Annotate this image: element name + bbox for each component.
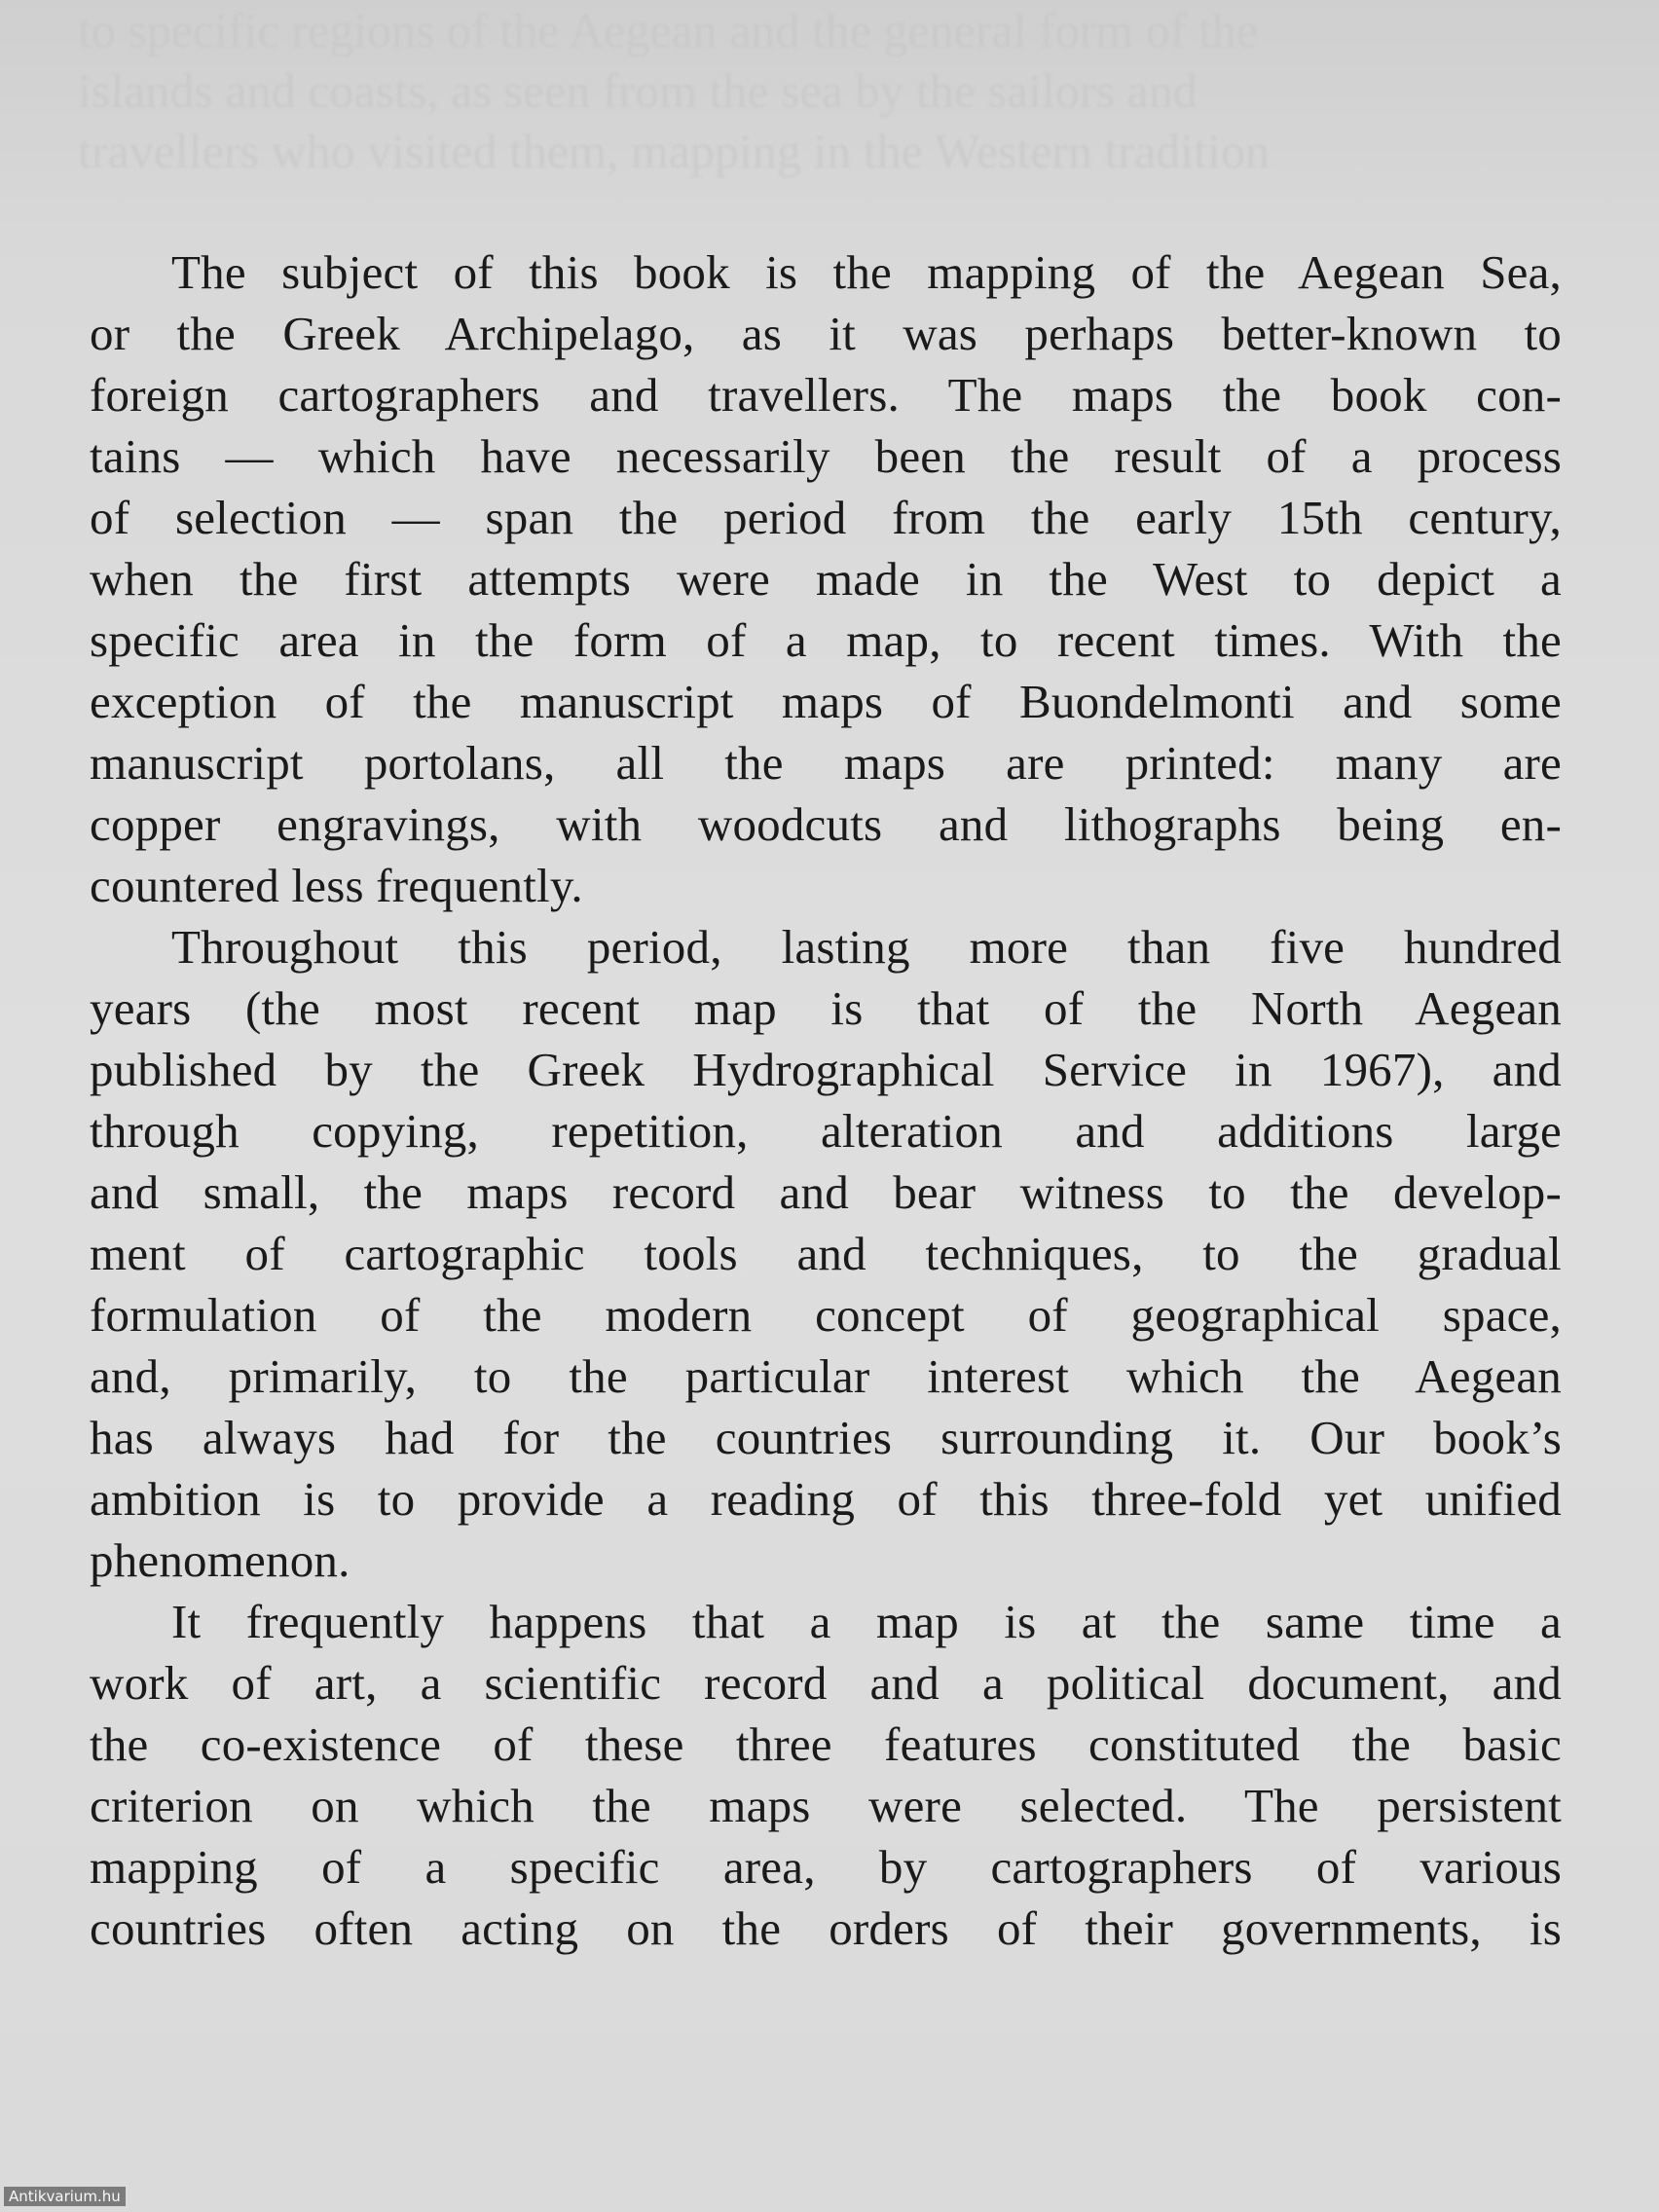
text-line: tains — which have necessarily been the result of a process: [90, 429, 1562, 483]
text-line: It frequently happens that a map is at the same time a: [171, 1595, 1562, 1648]
text-line: criterion on which the maps were selected. The persistent: [90, 1779, 1562, 1832]
text-line: The subject of this book is the mapping of the Aegean Sea,: [171, 245, 1562, 299]
text-line: manuscript portolans, all the maps are printed: many are: [90, 736, 1562, 790]
paragraph-2: [90, 916, 1562, 1591]
text-line: ambition is to provide a reading of this three-fold yet unified: [90, 1472, 1562, 1526]
text-line: ment of cartographic tools and techniques, to the gradual: [90, 1227, 1562, 1280]
bleed-through-text: [78, 0, 1597, 195]
bleed-line: islands and coasts, as seen from the sea by the sailors and: [78, 63, 1198, 118]
text-line: work of art, a scientific record and a political document, and: [90, 1656, 1562, 1710]
text-line: foreign cartographers and travellers. The maps the book con-: [90, 368, 1562, 422]
text-line: through copying, repetition, alteration and additions large: [90, 1104, 1562, 1158]
watermark-label: Antikvarium.hu: [4, 2187, 126, 2206]
bleed-line: to specific regions of the Aegean and the general form of the: [78, 3, 1259, 57]
text-line: when the first attempts were made in the West to depict a: [90, 552, 1562, 606]
bleed-line: travellers who visited them, mapping in the Western tradition: [78, 124, 1270, 178]
text-line: years (the most recent map is that of the North Aegean: [90, 981, 1562, 1035]
text-line: or the Greek Archipelago, as it was perhaps better-known to: [90, 307, 1562, 360]
text-line: of selection — span the period from the early 15th century,: [90, 491, 1562, 544]
text-line: countries often acting on the orders of their governments, is: [90, 1901, 1562, 1955]
text-line: published by the Greek Hydrographical Service in 1967), and: [90, 1043, 1562, 1096]
text-line: Throughout this period, lasting more than five hundred: [171, 920, 1562, 974]
paragraph-3: [90, 1591, 1562, 1959]
paragraph-1: [90, 241, 1562, 916]
text-line: copper engravings, with woodcuts and lithographs being en-: [90, 797, 1562, 851]
text-line: countered less frequently.: [90, 859, 583, 912]
text-line: specific area in the form of a map, to recent times. With the: [90, 613, 1562, 667]
text-line: and small, the maps record and bear witness to the develop-: [90, 1165, 1562, 1219]
text-line: formulation of the modern concept of geographical space,: [90, 1288, 1562, 1342]
text-line: phenomenon.: [90, 1533, 350, 1587]
text-line: and, primarily, to the particular interest which the Aegean: [90, 1349, 1562, 1403]
text-line: has always had for the countries surrounding it. Our book’s: [90, 1411, 1562, 1464]
body-text: [90, 241, 1562, 1959]
text-line: the co-existence of these three features constituted the basic: [90, 1717, 1562, 1771]
text-line: exception of the manuscript maps of Buondelmonti and some: [90, 675, 1562, 728]
text-line: mapping of a specific area, by cartographers of various: [90, 1840, 1562, 1894]
